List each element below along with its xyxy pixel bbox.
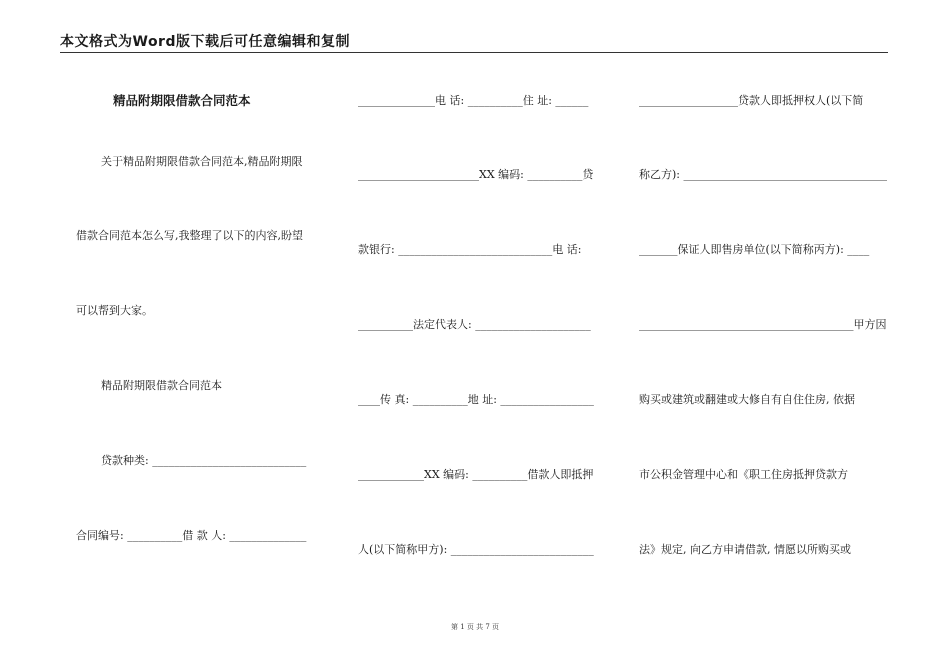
- body-line: 借款合同范本怎么写,我整理了以下的内容,盼望: [76, 229, 303, 242]
- body-line: ______________电 话: __________住 址: ______: [358, 94, 589, 107]
- document-header-title: 本文格式为Word版下载后可任意编辑和复制: [60, 34, 350, 50]
- body-line: 市公积金管理中心和《职工住房抵押贷款方: [639, 468, 848, 481]
- body-line: 关于精品附期限借款合同范本,精品附期限: [101, 155, 303, 168]
- header-divider: [60, 52, 888, 53]
- body-line: _______________________________________甲方因: [639, 318, 887, 331]
- body-line: ____传 真: __________地 址: _________________: [358, 393, 594, 406]
- body-line: 法》规定, 向乙方申请借款, 情愿以所购买或: [639, 543, 851, 556]
- body-line: _______保证人即售房单位(以下简称丙方): ____: [639, 243, 870, 256]
- body-line: ____________XX 编码: __________借款人即抵押: [358, 468, 594, 481]
- body-line: 人(以下简称甲方): __________________________: [358, 543, 594, 556]
- body-line: ______________________XX 编码: __________贷: [358, 168, 594, 181]
- body-line: 款银行: ____________________________电 话:: [358, 243, 582, 256]
- body-line: __________________贷款人即抵押权人(以下简: [639, 94, 864, 107]
- body-line: __________法定代表人: _____________________: [358, 318, 591, 331]
- section-heading: 精品附期限借款合同范本: [101, 379, 222, 392]
- page-number: 第 1 页 共 7 页: [450, 623, 500, 631]
- body-line: 购买或建筑或翻建或大修自有自住住房, 依据: [639, 393, 855, 406]
- contract-number-field: 合同编号: __________借 款 人: ______________: [76, 529, 307, 542]
- loan-type-field: 贷款种类: ____________________________: [101, 454, 307, 467]
- body-line: 可以帮到大家。: [76, 304, 153, 317]
- document-title: 精品附期限借款合同范本: [113, 93, 251, 108]
- body-line: 称乙方): _____________________________________: [639, 168, 887, 181]
